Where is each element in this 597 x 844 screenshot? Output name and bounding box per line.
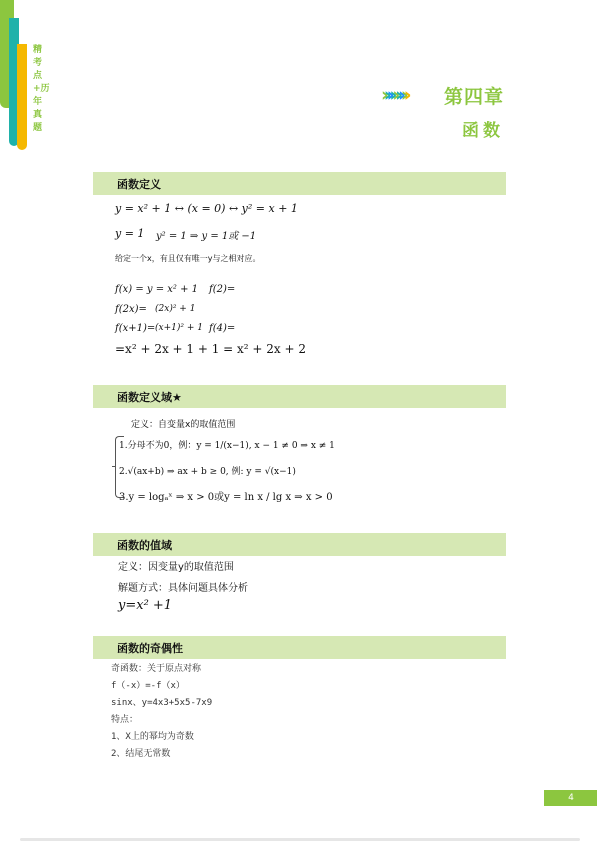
section-header-definition [93,172,506,195]
def-equation-2b: y² = 1 ⇒ y = 1或 −1 [156,231,257,242]
side-label: 精考点+历年真题 [33,45,50,133]
func-line-3b: (x+1)² + 1 [155,323,203,333]
domain-rule-2: 2.√(ax+b) ⇒ ax + b ≥ 0, 例: y = √(x−1) [119,467,296,477]
range-definition: 定义：因变量y的取值范围 [118,562,234,573]
chevron-icon: › [383,84,387,106]
def-note: 给定一个x，有且仅有唯一y与之相对应。 [115,254,261,263]
func-line-2b: (2x)² + 1 [155,304,196,314]
chevron-icon: › [389,84,393,106]
func-line-2a: f(2x)= [115,304,147,315]
page-number: 4 [544,790,597,806]
func-line-3a: f(x+1)= [115,323,156,334]
range-method: 解题方式：具体问题具体分析 [118,583,248,594]
domain-rule-1: 1.分母不为0，例：y = 1/(x−1), x − 1 ≠ 0 ⇒ x ≠ 1 [119,441,335,451]
chevron-icon: › [381,84,384,106]
section-header-domain [93,385,506,408]
range-equation: y=x² +1 [118,598,173,613]
func-line-3c: f(4)= [209,323,236,334]
brace-tick [112,466,116,467]
func-line-1b: f(2)= [209,284,236,295]
chapter-subtitle: 函数 [462,121,504,141]
section-header-range [93,533,506,556]
chevron-icon: › [400,84,404,106]
parity-point-1: 1、X上的幂均为奇数 [111,732,194,742]
chevron-icon: › [386,84,390,106]
parity-odd: 奇函数：关于原点对称 [111,664,202,674]
domain-rule-3: 3.y = logₐˣ ⇒ x > 0或y = ln x / lg x ⇒ x > 0 [119,492,333,503]
section-title: 函数的值域 [117,539,172,552]
parity-rule: f（-x）=-f（x） [111,681,185,691]
section-title: 函数定义 [117,178,161,191]
func-line-4: =x² + 2x + 1 + 1 = x² + 2x + 2 [115,342,307,356]
domain-definition: 定义：自变量x的取值范围 [131,420,236,430]
chevron-icon: › [395,84,399,106]
chevron-icon: › [403,84,407,106]
chevron-icon: › [398,84,401,106]
decor-bar-yellow [17,44,27,150]
chevron-decoration [381,85,407,105]
func-line-1a: f(x) = y = x² + 1 [115,284,199,295]
chapter-title: 第四章 [444,86,505,108]
chevron-icon: › [392,84,396,106]
parity-point-2: 2、结尾无常数 [111,749,171,759]
section-title: 函数定义域★ [117,391,182,404]
bottom-divider [20,838,580,841]
parity-feature: 特点： [111,715,139,725]
section-header-parity [93,636,506,659]
def-equation-2a: y = 1 [115,227,145,240]
def-equation-1: y = x² + 1 ↔ (x = 0) ↔ y² = x + 1 [115,202,298,215]
parity-examples: sinx、y=4x3+5x5-7x9 [111,698,213,708]
section-title: 函数的奇偶性 [117,642,183,655]
